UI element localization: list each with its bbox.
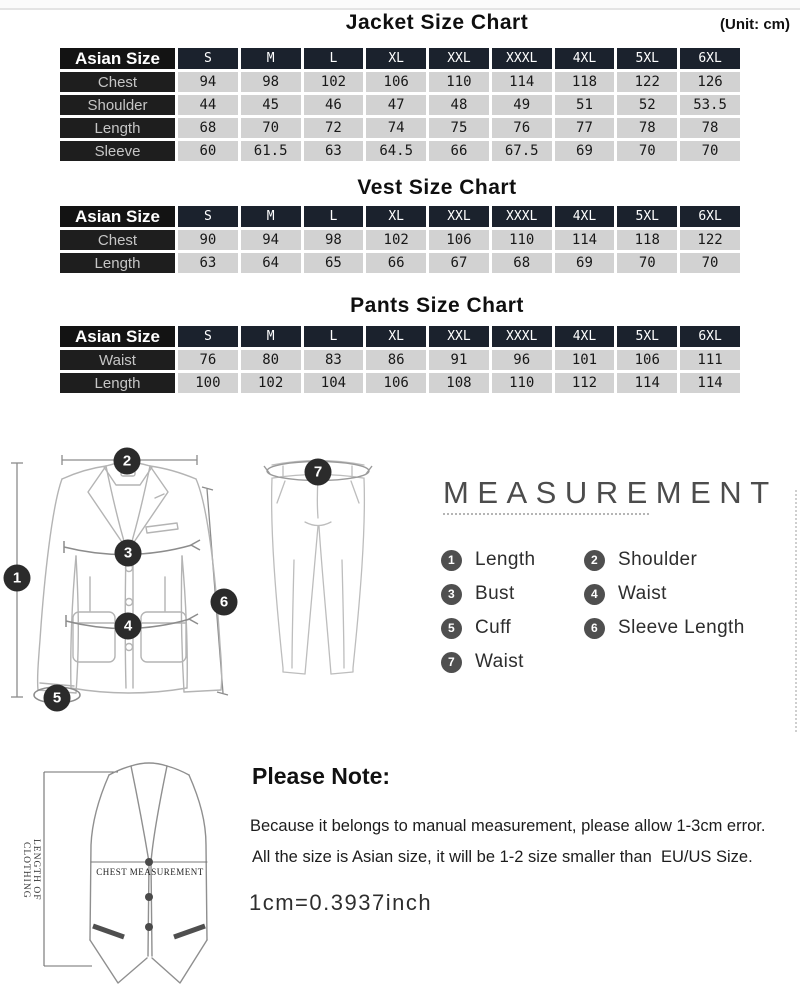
size-value-cell: 106 <box>365 372 428 395</box>
legend-number-badge: 4 <box>584 584 605 605</box>
legend-label: Bust <box>475 583 515 604</box>
size-value-cell: 78 <box>616 117 679 140</box>
size-column-header: XXL <box>428 47 491 71</box>
size-value-cell: 66 <box>365 252 428 275</box>
legend-number-badge: 1 <box>441 550 462 571</box>
size-column-header: M <box>239 325 302 349</box>
size-value-cell: 114 <box>490 71 553 94</box>
size-value-cell: 47 <box>365 94 428 117</box>
size-column-header: M <box>239 47 302 71</box>
please-note-heading: Please Note: <box>252 763 391 789</box>
size-value-cell: 69 <box>553 140 616 163</box>
size-column-header: 4XL <box>553 47 616 71</box>
size-value-cell: 67.5 <box>490 140 553 163</box>
size-column-header: XXL <box>428 325 491 349</box>
asian-size-header: Asian Size <box>59 325 177 349</box>
marker-6-sleeve-length: 6 <box>211 589 238 616</box>
legend-item-waist <box>584 583 791 605</box>
size-column-header: XL <box>365 325 428 349</box>
size-value-cell: 83 <box>302 349 365 372</box>
jacket-size-table <box>57 45 743 164</box>
size-value-cell: 51 <box>553 94 616 117</box>
marker-4-waist: 4 <box>115 613 142 640</box>
measurement-legend <box>441 549 791 673</box>
size-column-header: XXXL <box>490 47 553 71</box>
size-column-header: L <box>302 325 365 349</box>
measurement-row-label: Length <box>59 372 177 395</box>
size-value-cell: 53.5 <box>679 94 742 117</box>
size-value-cell: 86 <box>365 349 428 372</box>
size-value-cell: 65 <box>302 252 365 275</box>
size-value-cell: 111 <box>679 349 742 372</box>
size-column-header: L <box>302 47 365 71</box>
size-column-header: 6XL <box>679 325 742 349</box>
size-value-cell: 108 <box>428 372 491 395</box>
size-value-cell: 118 <box>553 71 616 94</box>
size-value-cell: 78 <box>679 117 742 140</box>
note-line-manual-measurement: Because it belongs to manual measurement, please allow 1-3cm error. <box>250 817 766 835</box>
size-value-cell: 64.5 <box>365 140 428 163</box>
size-value-cell: 60 <box>177 140 240 163</box>
size-value-cell: 49 <box>490 94 553 117</box>
unit-note: (Unit: cm) <box>720 16 790 33</box>
size-value-cell: 100 <box>177 372 240 395</box>
size-value-cell: 110 <box>490 229 553 252</box>
size-value-cell: 110 <box>490 372 553 395</box>
size-value-cell: 122 <box>679 229 742 252</box>
size-value-cell: 61.5 <box>239 140 302 163</box>
measurement-row-label: Length <box>59 252 177 275</box>
measurement-title: MEASUREMENT <box>443 475 778 510</box>
size-column-header: 5XL <box>616 205 679 229</box>
jacket-chart-title: Jacket Size Chart <box>345 11 529 34</box>
size-value-cell: 77 <box>553 117 616 140</box>
size-value-cell: 70 <box>616 252 679 275</box>
size-value-cell: 63 <box>177 252 240 275</box>
size-column-header: S <box>177 205 240 229</box>
size-value-cell: 102 <box>302 71 365 94</box>
size-value-cell: 70 <box>616 140 679 163</box>
size-column-header: S <box>177 47 240 71</box>
size-value-cell: 72 <box>302 117 365 140</box>
size-column-header: XXL <box>428 205 491 229</box>
size-column-header: 4XL <box>553 325 616 349</box>
size-value-cell: 106 <box>365 71 428 94</box>
legend-label: Length <box>475 549 536 570</box>
size-value-cell: 104 <box>302 372 365 395</box>
size-column-header: XL <box>365 47 428 71</box>
asian-size-header: Asian Size <box>59 205 177 229</box>
legend-number-badge: 2 <box>584 550 605 571</box>
legend-item-shoulder <box>584 549 791 571</box>
size-value-cell: 66 <box>428 140 491 163</box>
size-value-cell: 106 <box>616 349 679 372</box>
size-column-header: L <box>302 205 365 229</box>
size-value-cell: 69 <box>553 252 616 275</box>
legend-number-badge: 5 <box>441 618 462 639</box>
size-column-header: XL <box>365 205 428 229</box>
size-column-header: XXXL <box>490 325 553 349</box>
size-value-cell: 114 <box>553 229 616 252</box>
size-value-cell: 90 <box>177 229 240 252</box>
size-value-cell: 75 <box>428 117 491 140</box>
pants-chart-title: Pants Size Chart <box>350 294 524 317</box>
marker-5-cuff: 5 <box>44 685 71 712</box>
size-value-cell: 94 <box>239 229 302 252</box>
size-column-header: 5XL <box>616 325 679 349</box>
size-column-header: 6XL <box>679 205 742 229</box>
size-value-cell: 102 <box>365 229 428 252</box>
size-column-header: 4XL <box>553 205 616 229</box>
legend-label: Waist <box>475 651 524 672</box>
measurement-row-label: Waist <box>59 349 177 372</box>
legend-label: Cuff <box>475 617 512 638</box>
size-column-header: 6XL <box>679 47 742 71</box>
size-value-cell: 96 <box>490 349 553 372</box>
size-column-header: 5XL <box>616 47 679 71</box>
size-value-cell: 48 <box>428 94 491 117</box>
size-value-cell: 80 <box>239 349 302 372</box>
legend-number-badge: 3 <box>441 584 462 605</box>
size-value-cell: 94 <box>177 71 240 94</box>
size-value-cell: 45 <box>239 94 302 117</box>
size-value-cell: 46 <box>302 94 365 117</box>
vest-chart-title: Vest Size Chart <box>357 176 517 199</box>
size-value-cell: 110 <box>428 71 491 94</box>
size-value-cell: 118 <box>616 229 679 252</box>
size-column-header: S <box>177 325 240 349</box>
size-value-cell: 91 <box>428 349 491 372</box>
legend-item-sleeve-length <box>584 617 791 639</box>
size-value-cell: 64 <box>239 252 302 275</box>
note-line-asian-size: All the size is Asian size, it will be 1-2 size smaller than EU/US Size. <box>252 848 753 866</box>
legend-label: Sleeve Length <box>618 617 745 638</box>
size-value-cell: 126 <box>679 71 742 94</box>
measurement-row-label: Sleeve <box>59 140 177 163</box>
size-value-cell: 114 <box>679 372 742 395</box>
vest-chest-measurement-label: CHEST MEASUREMENT <box>96 867 204 877</box>
size-value-cell: 98 <box>239 71 302 94</box>
size-value-cell: 101 <box>553 349 616 372</box>
cm-inch-conversion: 1cm=0.3937inch <box>249 890 433 915</box>
legend-number-badge: 6 <box>584 618 605 639</box>
legend-label: Shoulder <box>618 549 698 570</box>
legend-item-bust <box>441 583 584 605</box>
pants-measurement-sketch <box>250 445 390 730</box>
jacket-measurement-sketch <box>0 445 250 730</box>
size-value-cell: 98 <box>302 229 365 252</box>
pants-size-table <box>57 323 743 396</box>
size-value-cell: 122 <box>616 71 679 94</box>
measurement-row-label: Shoulder <box>59 94 177 117</box>
size-value-cell: 68 <box>177 117 240 140</box>
marker-1-length: 1 <box>4 565 31 592</box>
size-value-cell: 67 <box>428 252 491 275</box>
size-value-cell: 52 <box>616 94 679 117</box>
size-value-cell: 70 <box>679 252 742 275</box>
size-value-cell: 102 <box>239 372 302 395</box>
size-value-cell: 44 <box>177 94 240 117</box>
vest-length-of-clothing-label: LENGTH OF CLOTHING <box>21 839 41 901</box>
size-value-cell: 76 <box>177 349 240 372</box>
top-divider <box>0 0 800 10</box>
measurement-row-label: Length <box>59 117 177 140</box>
size-column-header: XXXL <box>490 205 553 229</box>
legend-label: Waist <box>618 583 667 604</box>
marker-7-pants-waist: 7 <box>305 459 332 486</box>
right-edge-dotted-line <box>795 490 797 732</box>
legend-item-waist <box>441 651 584 673</box>
size-value-cell: 74 <box>365 117 428 140</box>
size-value-cell: 70 <box>679 140 742 163</box>
vest-sketch <box>20 755 240 1004</box>
legend-item-cuff <box>441 617 584 639</box>
size-value-cell: 76 <box>490 117 553 140</box>
size-value-cell: 70 <box>239 117 302 140</box>
legend-item-length <box>441 549 584 571</box>
size-value-cell: 112 <box>553 372 616 395</box>
marker-3-bust: 3 <box>115 540 142 567</box>
size-value-cell: 114 <box>616 372 679 395</box>
measurement-row-label: Chest <box>59 71 177 94</box>
size-value-cell: 68 <box>490 252 553 275</box>
measurement-title-underline <box>443 513 649 515</box>
vest-size-table <box>57 203 743 276</box>
marker-2-shoulder: 2 <box>114 448 141 475</box>
asian-size-header: Asian Size <box>59 47 177 71</box>
measurement-row-label: Chest <box>59 229 177 252</box>
size-value-cell: 63 <box>302 140 365 163</box>
size-value-cell: 106 <box>428 229 491 252</box>
size-column-header: M <box>239 205 302 229</box>
legend-number-badge: 7 <box>441 652 462 673</box>
